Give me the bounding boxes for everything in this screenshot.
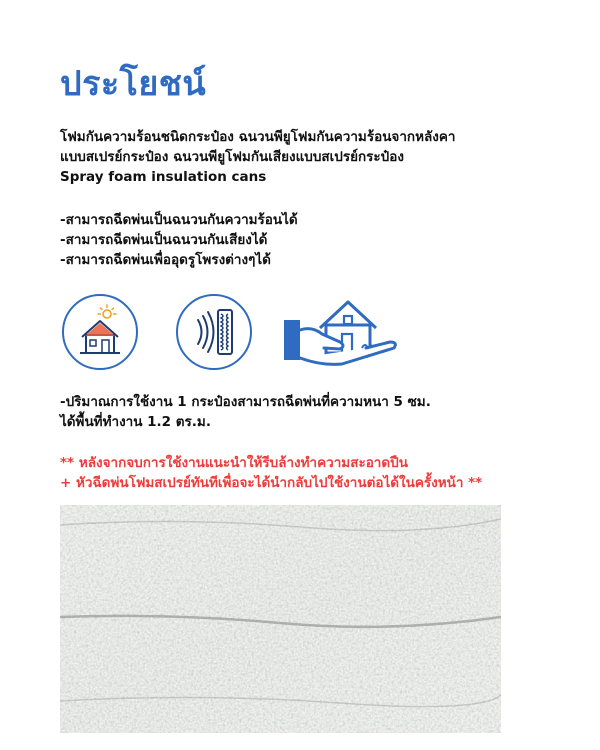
intro-line: โฟมกันความร้อนชนิดกระป๋อง ฉนวนพียูโฟมกันความร้อนจากหลังคา bbox=[60, 129, 456, 145]
benefit-list bbox=[60, 210, 298, 270]
page-title: ประโยชน์ bbox=[60, 64, 207, 104]
house-sun-icon bbox=[60, 292, 140, 372]
benefit-item: -สามารถฉีดพ่นเป็นฉนวนกันความร้อนได้ bbox=[60, 212, 298, 228]
note-line: ** หลังจากจบการใช้งานแนะนำให้รีบล้างทำความสะอาดปืน bbox=[60, 455, 408, 471]
usage-text bbox=[60, 392, 431, 432]
sound-insulation-icon bbox=[174, 292, 254, 372]
intro-text bbox=[60, 127, 455, 187]
usage-line: -ปริมาณการใช้งาน 1 กระป๋องสามารถฉีดพ่นที่ความหนา 5 ซม. bbox=[60, 394, 431, 410]
foam-texture-image bbox=[60, 505, 501, 733]
intro-line: Spray foam insulation cans bbox=[60, 169, 267, 185]
usage-line: ได้พื้นที่ทำงาน 1.2 ตร.ม. bbox=[60, 414, 211, 430]
benefit-item: -สามารถฉีดพ่นเพื่ออุดรูโพรงต่างๆได้ bbox=[60, 252, 271, 268]
intro-line: แบบสเปรย์กระป๋อง ฉนวนพียูโฟมกันเสียงแบบสเปรย์กระป๋อง bbox=[60, 149, 404, 165]
hand-house-icon bbox=[282, 282, 400, 374]
icon-row bbox=[60, 292, 400, 372]
benefit-item: -สามารถฉีดพ่นเป็นฉนวนกันเสียงได้ bbox=[60, 232, 268, 248]
cleaning-note bbox=[60, 453, 482, 493]
note-line: + หัวฉีดพ่นโฟมสเปรย์ทันทีเพื่อจะได้นำกลับไปใช้งานต่อได้ในครั้งหน้า ** bbox=[60, 475, 483, 491]
spray-foam-photo bbox=[60, 505, 501, 733]
